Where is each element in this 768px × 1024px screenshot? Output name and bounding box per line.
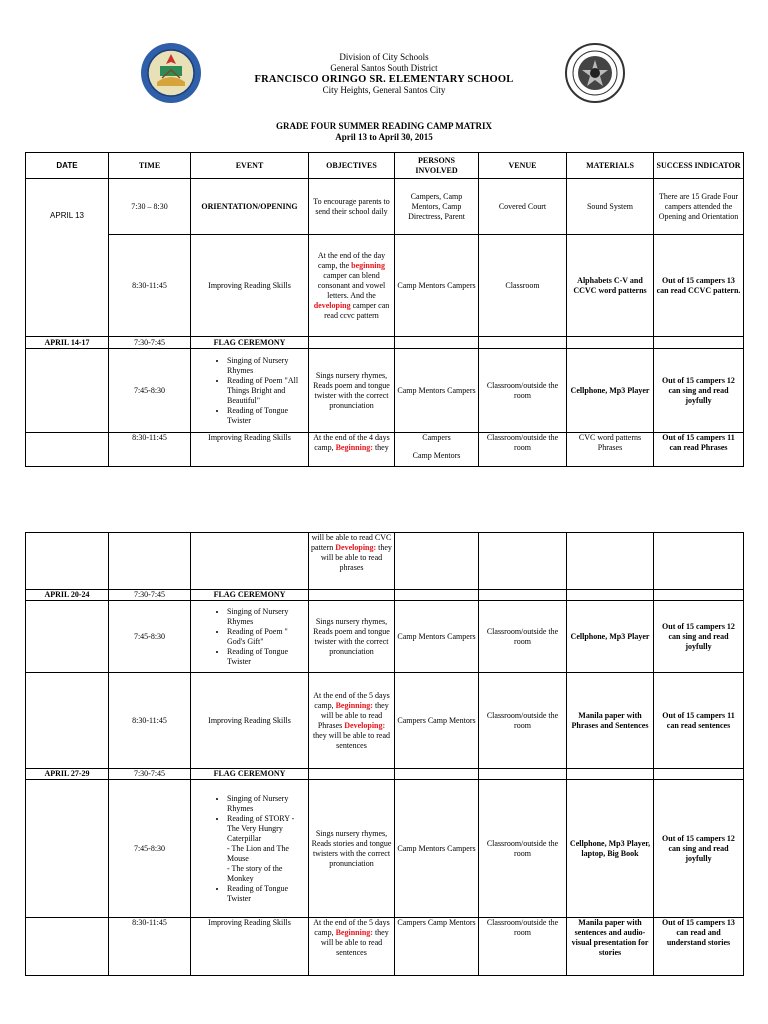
empty-cell (654, 337, 744, 349)
event-cell (191, 349, 309, 433)
table-row (26, 918, 744, 976)
table-row (26, 533, 744, 590)
time-cell: 7:45-8:30 (109, 349, 191, 433)
time-cell: 7:30 – 8:30 (109, 179, 191, 235)
objectives-cell (309, 235, 395, 337)
empty-cell (654, 769, 744, 780)
col-venue: VENUE (479, 153, 567, 179)
empty-cell (309, 590, 395, 601)
address-line: City Heights, General Santos City (322, 85, 446, 95)
success-cell: Out of 15 campers 13 can read and understand stories (654, 918, 744, 976)
event-cell: Improving Reading Skills (191, 918, 309, 976)
empty-cell (567, 590, 654, 601)
materials-cell: Sound System (567, 179, 654, 235)
empty-cell (567, 533, 654, 590)
event-list (193, 356, 306, 426)
persons-line: Campers (422, 433, 451, 442)
time-cell: 7:45-8:30 (109, 601, 191, 673)
empty-cell (309, 337, 395, 349)
objectives-cell (309, 918, 395, 976)
time-cell: 8:30-11:45 (109, 918, 191, 976)
level-label: Developing: (344, 720, 386, 730)
materials-cell: Manila paper with Phrases and Sentences (567, 673, 654, 769)
date-cell: APRIL 13 (26, 179, 109, 337)
time-cell: 7:45-8:30 (109, 780, 191, 918)
list-item: • Singing of Nursery Rhymes (227, 356, 306, 376)
title-line: GRADE FOUR SUMMER READING CAMP MATRIX (275, 121, 493, 131)
objective-text: At the end of the day camp, the (317, 250, 386, 270)
materials-cell: Cellphone, Mp3 Player (567, 601, 654, 673)
table-row (26, 433, 744, 467)
objective-text: they will be able to read phrases (320, 543, 392, 572)
success-cell: Out of 15 campers 12 can sing and read joyfully (654, 349, 744, 433)
event-list (193, 794, 306, 844)
venue-cell: Classroom/outside the room (479, 601, 567, 673)
empty-cell (479, 337, 567, 349)
table-row (26, 179, 744, 235)
table-row (26, 349, 744, 433)
success-cell: Out of 15 campers 12 can sing and read joyfully (654, 601, 744, 673)
empty-cell (26, 780, 109, 918)
time-cell: 7:30-7:45 (109, 337, 191, 349)
persons-cell: Camp Mentors Campers (395, 780, 479, 918)
empty-cell (654, 590, 744, 601)
objective-text: At the end of the 4 days camp, (313, 433, 390, 452)
level-label: developing (313, 300, 351, 310)
empty-cell (26, 601, 109, 673)
event-cell: Improving Reading Skills (191, 235, 309, 337)
persons-cell: Campers Camp Mentors (395, 673, 479, 769)
empty-cell (26, 433, 109, 467)
list-item: • Singing of Nursery Rhymes (227, 607, 306, 627)
date-cell: APRIL 20-24 (26, 590, 109, 601)
venue-cell: Classroom/outside the room (479, 433, 567, 467)
event-cell: FLAG CEREMONY (191, 769, 309, 780)
empty-cell (109, 533, 191, 590)
success-cell: Out of 15 campers 11 can read Phrases (654, 433, 744, 467)
event-list (193, 884, 306, 904)
empty-cell (567, 337, 654, 349)
objectives-cell (309, 533, 395, 590)
objectives-cell: To encourage parents to send their school daily (309, 179, 395, 235)
event-list (193, 607, 306, 667)
empty-cell (395, 337, 479, 349)
time-cell: 8:30-11:45 (109, 235, 191, 337)
event-cell (191, 601, 309, 673)
level-label: Beginning: (335, 443, 373, 452)
matrix-table-page-1 (25, 152, 744, 467)
venue-cell: Classroom/outside the room (479, 349, 567, 433)
document-title (0, 121, 768, 143)
objectives-cell (309, 433, 395, 467)
table-row (26, 235, 744, 337)
empty-cell (395, 590, 479, 601)
col-time: TIME (109, 153, 191, 179)
objectives-cell (309, 673, 395, 769)
division-line: Division of City Schools (339, 52, 429, 62)
date-range: April 13 to April 30, 2015 (335, 132, 433, 142)
empty-cell (567, 769, 654, 780)
empty-cell (191, 533, 309, 590)
event-cell: Improving Reading Skills (191, 673, 309, 769)
table-row (26, 780, 744, 918)
date-cell: APRIL 14-17 (26, 337, 109, 349)
success-cell: Out of 15 campers 11 can read sentences (654, 673, 744, 769)
list-item: • Reading of Tongue Twister (227, 884, 306, 904)
col-persons: PERSONS INVOLVED (395, 153, 479, 179)
empty-cell (479, 590, 567, 601)
persons-cell: Campers Camp Mentors (395, 918, 479, 976)
objective-text: camper can blend consonant and vowel letters. And the (317, 270, 386, 300)
story-item: - The Lion and The Mouse (227, 843, 289, 863)
success-cell: Out of 15 campers 13 can read CCVC pattern. (654, 235, 744, 337)
materials-cell: Cellphone, Mp3 Player (567, 349, 654, 433)
persons-cell: Camp Mentors Campers (395, 601, 479, 673)
col-event: EVENT (191, 153, 309, 179)
success-cell: There are 15 Grade Four campers attended the Opening and Orientation (654, 179, 744, 235)
objective-text: At the end of the 5 days camp, (313, 918, 390, 937)
level-label: Developing: (335, 543, 377, 552)
empty-cell (479, 769, 567, 780)
table-row (26, 769, 744, 780)
objectives-cell: Sings nursery rhymes, Reads poem and tongue twister with the correct pronunciation (309, 601, 395, 673)
empty-cell (395, 533, 479, 590)
materials-cell: Manila paper with sentences and audio-visual presentation for stories (567, 918, 654, 976)
time-cell: 7:30-7:45 (109, 590, 191, 601)
venue-cell: Classroom/outside the room (479, 918, 567, 976)
empty-cell (654, 533, 744, 590)
materials-cell: Alphabets C-V and CCVC word patterns (567, 235, 654, 337)
event-cell: ORIENTATION/OPENING (191, 179, 309, 235)
col-objectives: OBJECTIVES (309, 153, 395, 179)
list-item: • Reading of Poem "All Things Bright and Beautiful" (227, 376, 306, 406)
table-row (26, 673, 744, 769)
objective-text: they will be able to read sentences (312, 730, 391, 750)
time-cell: 8:30-11:45 (109, 433, 191, 467)
objective-text: they will be able to read sentences (320, 928, 389, 957)
letterhead (0, 52, 768, 96)
matrix-table-page-2 (25, 532, 744, 976)
venue-cell: Classroom/outside the room (479, 673, 567, 769)
materials-cell: CVC word patterns Phrases (567, 433, 654, 467)
col-success: SUCCESS INDICATOR (654, 153, 744, 179)
empty-cell (26, 918, 109, 976)
venue-cell: Classroom (479, 235, 567, 337)
persons-cell: Camp Mentors Campers (395, 349, 479, 433)
level-label: Beginning: (335, 700, 373, 710)
objective-text: they will be able to read Phrases (317, 700, 389, 730)
empty-cell (26, 673, 109, 769)
empty-cell (395, 769, 479, 780)
list-item: • Reading of STORY - The Very Hungry Caterpillar (227, 814, 306, 844)
list-item: • Reading of Tongue Twister (227, 647, 306, 667)
empty-cell (309, 769, 395, 780)
school-name: FRANCISCO ORINGO SR. ELEMENTARY SCHOOL (254, 74, 514, 85)
objective-text: will be able to read CVC pattern (311, 533, 392, 552)
success-cell: Out of 15 campers 12 can sing and read joyfully (654, 780, 744, 918)
persons-line: Camp Mentors (412, 451, 461, 460)
table-row (26, 337, 744, 349)
objectives-cell: Sings nursery rhymes, Reads poem and tongue twister with the correct pronunciation (309, 349, 395, 433)
list-item: • Reading of Poem " God's Gift" (227, 627, 306, 647)
persons-cell: Campers, Camp Mentors, Camp Directress, Parent (395, 179, 479, 235)
level-label: beginning (351, 260, 385, 270)
event-cell: Improving Reading Skills (191, 433, 309, 467)
event-cell (191, 780, 309, 918)
date-cell: APRIL 27-29 (26, 769, 109, 780)
persons-cell (395, 433, 479, 467)
empty-cell (26, 349, 109, 433)
objective-text: camper can read ccvc pattern (324, 300, 390, 320)
venue-cell: Covered Court (479, 179, 567, 235)
list-item: • Singing of Nursery Rhymes (227, 794, 306, 814)
col-materials: MATERIALS (567, 153, 654, 179)
objectives-cell: Sings nursery rhymes, Reads stories and tongue twisters with the correct pronunciation (309, 780, 395, 918)
level-label: Beginning: (335, 928, 373, 937)
event-cell: FLAG CEREMONY (191, 337, 309, 349)
persons-cell: Camp Mentors Campers (395, 235, 479, 337)
story-item: - The story of the Monkey (227, 863, 283, 883)
time-cell: 7:30-7:45 (109, 769, 191, 780)
list-item: • Reading of Tongue Twister (227, 406, 306, 426)
objective-text: they (374, 443, 389, 452)
materials-cell: Cellphone, Mp3 Player, laptop, Big Book (567, 780, 654, 918)
objective-text: At the end of the 5 days camp, (313, 690, 390, 710)
header-row (26, 153, 744, 179)
table-row (26, 601, 744, 673)
table-row (26, 590, 744, 601)
empty-cell (479, 533, 567, 590)
col-date: DATE (26, 153, 109, 179)
district-line: General Santos South District (330, 63, 438, 73)
empty-cell (26, 533, 109, 590)
time-cell: 8:30-11:45 (109, 673, 191, 769)
venue-cell: Classroom/outside the room (479, 780, 567, 918)
event-cell: FLAG CEREMONY (191, 590, 309, 601)
